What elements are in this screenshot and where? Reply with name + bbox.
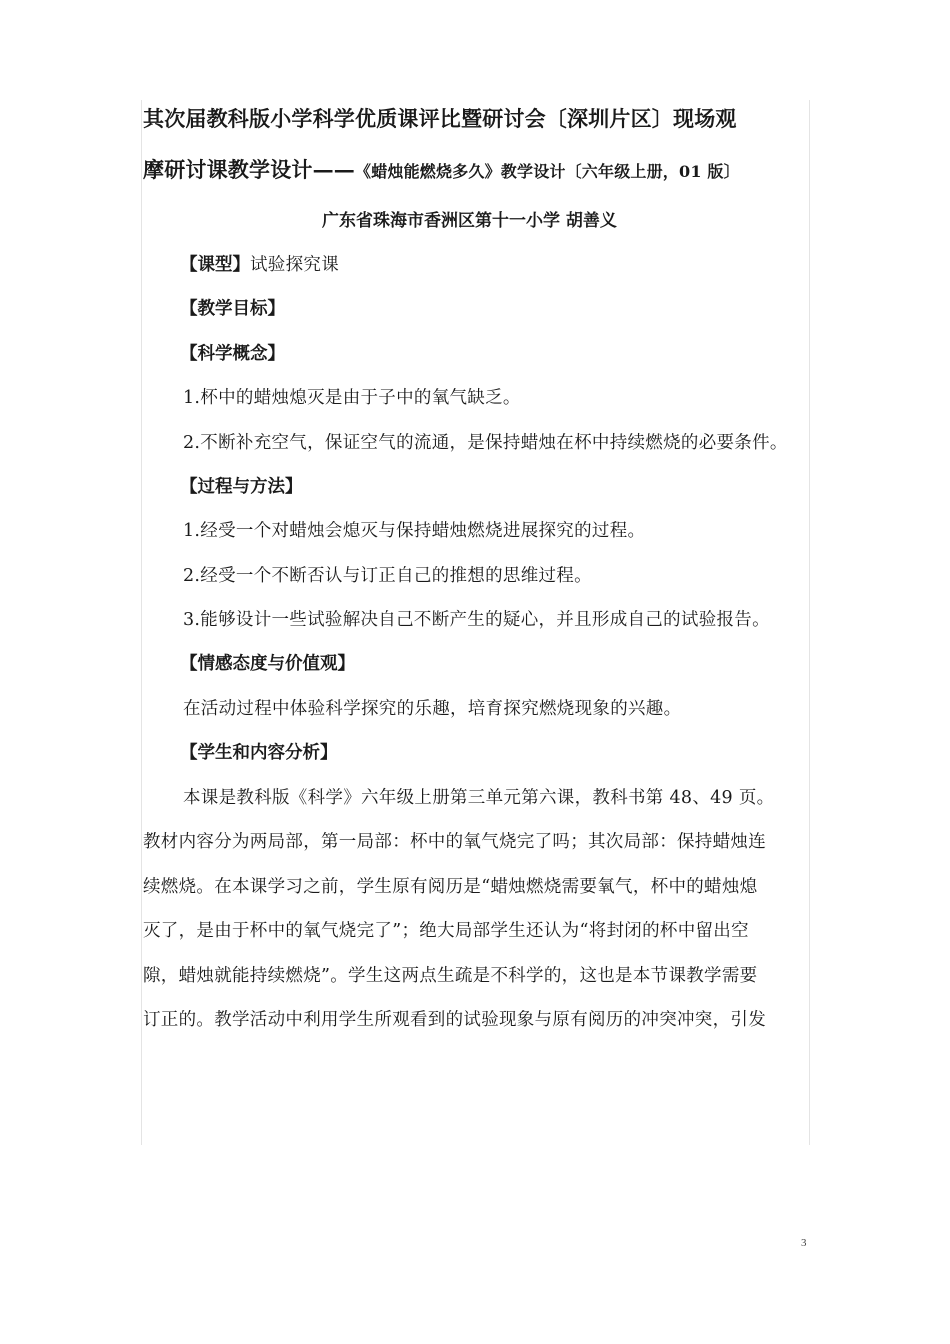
analysis-line-5: 隙，蜡烛就能持续燃烧”。学生这两点生疏是不科学的，这也是本节课教学需要 [143, 966, 758, 986]
analysis-line-4: 灭了，是由于杯中的氧气烧完了”；绝大局部学生还认为“将封闭的杯中留出空 [143, 921, 749, 941]
lesson-type [180, 253, 339, 277]
heading-analysis: 【学生和内容分析】 [180, 743, 338, 763]
analysis-line-6: 订正的。教学活动中利用学生所观看到的试验现象与原有阅历的冲突冲突，引发 [143, 1010, 766, 1030]
title-line-2-main: 摩研讨课教学设计—— [143, 157, 355, 182]
heading-concepts: 【科学概念】 [180, 344, 285, 364]
process-item-3: 3.能够设计一些试验解决自己不断产生的疑心，并且形成自己的试验报告。 [183, 610, 770, 630]
author-line: 广东省珠海市香洲区第十一小学 胡善义 [322, 211, 617, 231]
heading-attitude: 【情感态度与价值观】 [180, 654, 355, 674]
title-line-2 [143, 156, 740, 186]
lesson-type-label: 【课型】 [180, 255, 250, 275]
title-line-1: 其次届教科版小学科学优质课评比暨研讨会〔深圳片区〕现场观 [143, 106, 737, 131]
process-item-1: 1.经受一个对蜡烛会熄灭与保持蜡烛燃烧进展探究的过程。 [183, 521, 646, 541]
concept-item-1: 1.杯中的蜡烛熄灭是由于子中的氧气缺乏。 [183, 388, 521, 408]
heading-process: 【过程与方法】 [180, 477, 303, 497]
lesson-type-value: 试验探究课 [250, 255, 339, 275]
analysis-line-3: 续燃烧。在本课学习之前，学生原有阅历是“蜡烛燃烧需要氧气，杯中的蜡烛熄 [143, 877, 758, 897]
title-line-2-sub: 《蜡烛能燃烧多久》教学设计〔六年级上册，01 版〕 [355, 162, 740, 181]
page-frame-left [141, 100, 142, 1145]
page-frame-right [809, 100, 810, 1145]
concept-item-2: 2.不断补充空气，保证空气的流通，是保持蜡烛在杯中持续燃烧的必要条件。 [183, 433, 788, 453]
process-item-2: 2.经受一个不断否认与订正自己的推想的思维过程。 [183, 566, 592, 586]
analysis-line-2: 教材内容分为两局部，第一局部：杯中的氧气烧完了吗；其次局部：保持蜡烛连 [143, 832, 766, 852]
analysis-line-1: 本课是教科版《科学》六年级上册第三单元第六课，教科书第 48、49 页。 [183, 788, 775, 808]
attitude-text: 在活动过程中体验科学探究的乐趣，培育探究燃烧现象的兴趣。 [183, 699, 682, 719]
heading-goals: 【教学目标】 [180, 299, 285, 319]
page-number: 3 [801, 1237, 807, 1249]
